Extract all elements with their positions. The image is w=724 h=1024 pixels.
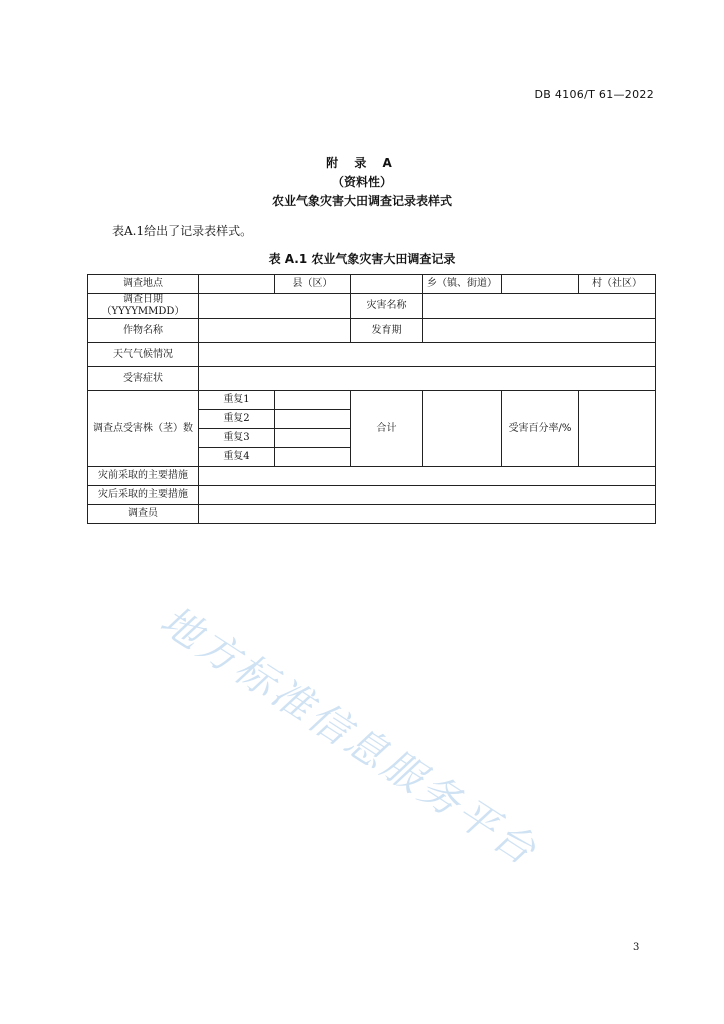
table-row bbox=[88, 467, 656, 486]
appendix-title-block bbox=[0, 154, 724, 211]
damaged-plants-label: 调查点受害株（茎）数 bbox=[88, 391, 199, 467]
township-value-cell bbox=[351, 275, 423, 294]
watermark: 地方标准信息服务平台 bbox=[152, 597, 547, 876]
crop-name-label: 作物名称 bbox=[88, 319, 199, 343]
post-measures-value-cell bbox=[199, 486, 656, 505]
table-row bbox=[88, 505, 656, 524]
growth-stage-value-cell bbox=[423, 319, 656, 343]
symptom-label: 受害症状 bbox=[88, 367, 199, 391]
damage-rate-value-cell bbox=[579, 391, 656, 467]
table-row bbox=[88, 275, 656, 294]
table-row bbox=[88, 367, 656, 391]
growth-stage-label: 发育期 bbox=[351, 319, 423, 343]
repeat-value-cell bbox=[275, 391, 351, 410]
village-label: 村（社区） bbox=[579, 275, 656, 294]
date-value-cell bbox=[199, 294, 351, 319]
disaster-name-value-cell bbox=[423, 294, 656, 319]
county-label: 县（区） bbox=[275, 275, 351, 294]
document-code: DB 4106/T 61—2022 bbox=[534, 88, 654, 101]
total-label: 合计 bbox=[351, 391, 423, 467]
appendix-title: 农业气象灾害大田调查记录表样式 bbox=[271, 194, 452, 208]
table-row bbox=[88, 294, 656, 319]
pre-measures-label: 灾前采取的主要措施 bbox=[88, 467, 199, 486]
disaster-name-label: 灾害名称 bbox=[351, 294, 423, 319]
repeat-label: 重复4 bbox=[199, 448, 275, 467]
post-measures-label: 灾后采取的主要措施 bbox=[88, 486, 199, 505]
table-caption: 表 A.1 农业气象灾害大田调查记录 bbox=[268, 252, 456, 266]
survey-record-table bbox=[87, 274, 656, 524]
page-number: 3 bbox=[633, 942, 640, 953]
repeat-label: 重复3 bbox=[199, 429, 275, 448]
investigator-label: 调查员 bbox=[88, 505, 199, 524]
appendix-label: 附 录 A bbox=[326, 156, 398, 170]
repeat-label: 重复1 bbox=[199, 391, 275, 410]
date-label: 调查日期（YYYYMMDD） bbox=[88, 294, 199, 319]
weather-label: 天气气候情况 bbox=[88, 343, 199, 367]
pre-measures-value-cell bbox=[199, 467, 656, 486]
repeat-value-cell bbox=[275, 448, 351, 467]
symptom-value-cell bbox=[199, 367, 656, 391]
repeat-label: 重复2 bbox=[199, 410, 275, 429]
table-row bbox=[88, 343, 656, 367]
county-value-cell bbox=[199, 275, 275, 294]
weather-value-cell bbox=[199, 343, 656, 367]
repeat-value-cell bbox=[275, 429, 351, 448]
total-value-cell bbox=[423, 391, 502, 467]
repeat-value-cell bbox=[275, 410, 351, 429]
location-label: 调查地点 bbox=[88, 275, 199, 294]
appendix-nature: （资料性） bbox=[331, 175, 392, 189]
table-row bbox=[88, 319, 656, 343]
crop-name-value-cell bbox=[199, 319, 351, 343]
village-value-cell bbox=[502, 275, 579, 294]
table-row bbox=[88, 486, 656, 505]
damage-rate-label: 受害百分率/% bbox=[502, 391, 579, 467]
township-label: 乡（镇、街道） bbox=[423, 275, 502, 294]
intro-text: 表A.1给出了记录表样式。 bbox=[112, 224, 253, 238]
investigator-value-cell bbox=[199, 505, 656, 524]
table-row bbox=[88, 391, 656, 410]
